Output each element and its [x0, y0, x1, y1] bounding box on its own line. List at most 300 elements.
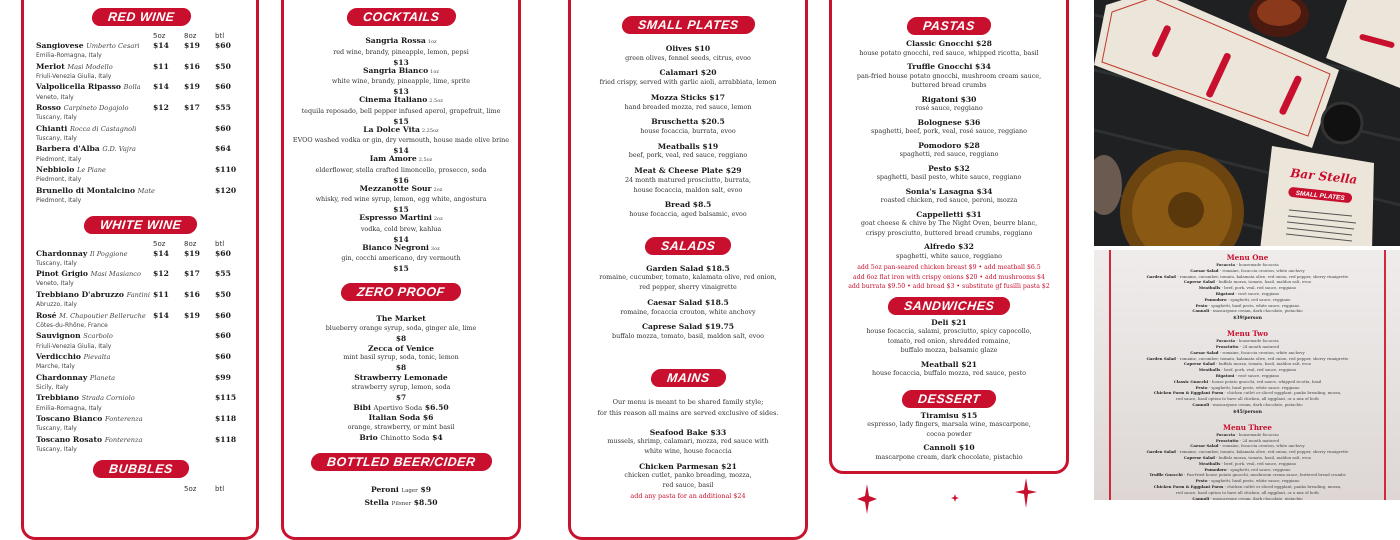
- course-name: Caesar Salad: [1190, 267, 1219, 273]
- wine-row: [36, 331, 246, 352]
- course-description: buffalo mozza, tomato, basil, maldon salt, evoo: [1218, 361, 1312, 367]
- wine-region: Emilia-Romagna, Italy: [36, 52, 102, 60]
- menu-item: [575, 462, 801, 491]
- wine-row: [36, 62, 246, 83]
- item-name: [575, 44, 801, 54]
- wine-name: Rosé: [36, 310, 57, 320]
- course-description: buffalo mozza, tomato, basil, maldon salt, evoo: [1218, 454, 1312, 460]
- item-name: [288, 373, 514, 383]
- wine-region: Piedmont, Italy: [36, 155, 82, 163]
- wine-name: Merlot: [36, 61, 65, 71]
- pastas-list: [836, 39, 1062, 261]
- wine-row: [36, 269, 246, 290]
- item-description: house focaccia, aged balsamic, evoo: [629, 209, 747, 218]
- item-description: buffalo mozza, tomato, basil, maldon salt, evoo: [612, 331, 764, 340]
- wine-price: $55: [215, 269, 231, 279]
- wine-price: [184, 186, 215, 196]
- menu-item: [288, 373, 514, 403]
- course-name: Garden Salad: [1146, 273, 1176, 279]
- course-name: Focaccia: [1216, 338, 1236, 344]
- item-description: EVOO washed vodka or gin, dry vermouth, house made olive brine: [292, 136, 510, 145]
- item-description: spaghetti, white sauce, reggiano: [896, 251, 1002, 260]
- wine-row: [36, 414, 246, 435]
- item-description: gin, cocchi americano, dry vermouth: [341, 254, 461, 263]
- menu-item: [836, 141, 1062, 160]
- wine-price: [153, 124, 184, 134]
- item-name: [288, 66, 514, 78]
- item-name: [288, 433, 514, 444]
- wine-prices: [153, 331, 246, 341]
- course-name: Truffle Gnocchi: [1149, 472, 1183, 478]
- wine-producer: Carpineto Dogajolo: [63, 104, 129, 113]
- wine-price: [153, 165, 184, 175]
- wine-name: Chardonnay: [36, 248, 88, 258]
- menu-item: [836, 210, 1062, 239]
- wine-price: $99: [215, 372, 231, 382]
- item-description: mascarpone cream, dark chocolate, pistachio: [875, 452, 1023, 461]
- wine-region: Côtes-du-Rhône, France: [36, 321, 108, 329]
- wine-producer: Masi Masianco: [90, 270, 141, 279]
- course-name: Chicken Parm & Eggplant Parm: [1153, 390, 1224, 396]
- wine-price: [153, 144, 184, 154]
- item-price: $13: [393, 57, 409, 67]
- menu-item: [288, 344, 514, 374]
- set-menu-line: Rigatoni - rosé sauce, reggiano: [1215, 290, 1280, 296]
- wine-price: $19: [184, 82, 200, 92]
- wine-row: [36, 103, 246, 124]
- menu-item: [836, 318, 1062, 356]
- wine-price: $11: [153, 289, 169, 299]
- course-description: 24 month matured: [1242, 437, 1280, 443]
- wine-name: Valpolicella Ripasso: [36, 82, 121, 92]
- wine-price: [153, 373, 184, 383]
- item-name-text: Brio: [359, 433, 378, 442]
- set-menu-line: Rigatoni - rosé sauce, reggiano: [1215, 372, 1280, 378]
- course-name: Cannoli: [1192, 401, 1210, 407]
- course-description: beef, pork, veal, red sauce, reggiano: [1224, 285, 1297, 291]
- course-description: buffalo mozza, tomato, basil, maldon salt, evoo: [1218, 279, 1312, 285]
- wine-row: [36, 41, 246, 62]
- wine-prices: [153, 290, 246, 300]
- wine-producer: Umberto Cesari: [86, 42, 140, 50]
- set-menu-line: Cannoli - mascarpone cream, dark chocolate, pistachio: [1192, 495, 1303, 500]
- item-name-text: Pesto $32: [928, 163, 970, 173]
- item-name: [836, 62, 1062, 72]
- item-detail: Pilsner: [391, 500, 412, 507]
- item-name-text: Espresso Martini: [359, 213, 432, 222]
- item-description: mussels, shrimp, calamari, mozza, red sauce with white wine, house focaccia: [607, 437, 769, 456]
- course-description: romaine, cucumber, tomato, kalamata olive, red onion, red pepper, sherry vinaigrette: [1179, 355, 1349, 361]
- item-name: [288, 403, 514, 414]
- wine-prices: [153, 144, 246, 154]
- set-menu-line: Caprese Salad - buffalo mozza, tomato, basil, maldon salt, evoo: [1183, 361, 1312, 367]
- wine-price: $60: [215, 351, 231, 361]
- course-name: Meatballs: [1198, 285, 1221, 291]
- wine-name: Trebbiano D'abruzzo: [36, 289, 124, 299]
- set-menus-card: [1094, 250, 1400, 500]
- wine-prices: [153, 41, 246, 51]
- item-name: [575, 264, 801, 274]
- wine-producer: Fonterenza: [104, 435, 143, 444]
- item-description: pan-fried house potato gnocchi, mushroom cream sauce, buttered bread crumbs: [856, 71, 1042, 89]
- wine-row: [36, 352, 246, 373]
- item-name-text: Bolognese $36: [917, 117, 981, 127]
- star-icon: [1015, 478, 1037, 508]
- set-menu-line: Meatballs - beef, pork, veal, red sauce, reggiano: [1198, 285, 1297, 291]
- item-price: $14: [393, 234, 409, 244]
- item-price: $16: [393, 175, 409, 185]
- wine-producer: G.D. Vajra: [102, 145, 136, 154]
- item-price: $14: [393, 146, 409, 156]
- item-price: $7: [395, 392, 407, 402]
- item-description: orange, strawberry, or mint basil: [347, 422, 455, 431]
- wine-price: $17: [184, 269, 200, 279]
- item-name-text: Bread $8.5: [664, 200, 712, 210]
- wine-name: Pinot Grigio: [36, 269, 88, 279]
- mains-note-line-1: Our menu is meant to be shared family style;: [612, 397, 764, 406]
- set-menu-line: Meatballs - beef, pork, veal, red sauce, reggiano: [1198, 460, 1297, 466]
- item-description: romaine, focaccia crouton, white anchovy: [620, 307, 756, 316]
- wine-name: Rosso: [36, 103, 61, 113]
- item-name-text: Sangria Rossa: [365, 36, 426, 45]
- zero-proof-header: ZERO PROOF: [340, 283, 462, 301]
- course-description: chicken cutlet or sliced eggplant, panko breading, mozza,: [1227, 390, 1342, 396]
- item-name: [836, 443, 1062, 453]
- item-price: $8: [395, 333, 407, 343]
- wine-region: Friuli-Venezia Giulia, Italy: [36, 342, 112, 350]
- item-name-text: Truffle Gnocchi $34: [907, 62, 991, 71]
- menu-item: [836, 118, 1062, 137]
- item-name-text: Caesar Salad $18.5: [647, 297, 729, 307]
- set-menu-line: Focaccia - housemade focaccia: [1216, 338, 1279, 344]
- item-name-text: Cinema Italiano: [359, 95, 428, 104]
- course-name: Meatballs: [1198, 367, 1221, 373]
- course-name: Focaccia: [1216, 431, 1236, 437]
- item-description: chicken cutlet, panko breading, mozza, red sauce, basil: [624, 471, 752, 490]
- pastas-header: PASTAS: [906, 17, 992, 35]
- item-description: romaine, cucumber, tomato, kalamata olive, red onion, red pepper, sherry vinaigrette: [599, 273, 777, 292]
- item-price: $15: [393, 264, 409, 274]
- col-8oz: 8oz: [184, 239, 197, 248]
- item-name: [836, 141, 1062, 151]
- item-description: espresso, lady fingers, marsala wine, mascarpone, cocoa powder: [867, 420, 1031, 438]
- wine-producer: Fantini: [126, 290, 151, 299]
- wine-price: [184, 352, 215, 362]
- menu-item: [575, 68, 801, 88]
- item-description: spaghetti, basil pesto, white sauce, reggiano: [876, 173, 1022, 181]
- cocktails-header: COCKTAILS: [346, 8, 456, 26]
- menu-item: [288, 413, 514, 433]
- wine-price: $19: [184, 41, 200, 50]
- menu-item: [575, 166, 801, 195]
- wine-price: [184, 435, 215, 445]
- wine-price: [184, 414, 215, 424]
- mains-addon: add any pasta for an additional $24: [630, 491, 746, 500]
- zero-proof-list: [288, 314, 514, 444]
- set-menu-line: Prosciutto - 24 month matured: [1215, 437, 1280, 443]
- cup-holder: [1322, 103, 1362, 143]
- wine-prices: [153, 124, 246, 134]
- item-description: blueberry orange syrup, soda, ginger ale, lime: [325, 323, 477, 332]
- wine-row: [36, 144, 246, 165]
- course-name: Focaccia: [1216, 262, 1236, 267]
- wine-price: $60: [215, 310, 231, 320]
- set-menu-line: Meatballs - beef, pork, veal, red sauce, reggiano: [1198, 367, 1297, 373]
- item-description: tequila reposado, bell pepper infused aperol, grapefruit, lime: [301, 106, 501, 115]
- wine-price: $16: [184, 289, 200, 299]
- wine-prices: [153, 186, 246, 196]
- item-description: goat cheese & chive by The Night Oven, beurre blanc, crispy prosciutto, buttered bread crumbs, reggiano: [860, 219, 1038, 237]
- item-description: house potato gnocchi, red sauce, whipped ricotta, basil: [859, 48, 1039, 57]
- wine-producer: Scarbolo: [83, 332, 113, 341]
- course-description: beef, pork, veal, red sauce, reggiano: [1224, 367, 1297, 373]
- course-name: Cannoli: [1192, 495, 1210, 500]
- set-menu-line: Prosciutto - 24 month matured: [1215, 343, 1280, 349]
- course-description: Pan-fried house potato gnocchi, mushroom cream sauce, buttered bread crumbs: [1186, 472, 1346, 478]
- course-description: rosé sauce, reggiano: [1238, 372, 1280, 378]
- item-name: [575, 166, 801, 176]
- item-name-text: Garden Salad $18.5: [646, 263, 730, 273]
- menu-item: [836, 411, 1062, 440]
- sandwiches-list: [836, 318, 1062, 379]
- wine-price: [153, 352, 184, 362]
- wine-region: Marche, Italy: [36, 363, 75, 371]
- white-wine-list: [36, 249, 246, 456]
- wine-row: [36, 165, 246, 186]
- wine-price: [184, 373, 215, 383]
- set-menus-content: [1111, 253, 1384, 500]
- item-name: [836, 39, 1062, 49]
- item-name: [575, 428, 801, 438]
- wine-price: $120: [215, 185, 237, 195]
- course-name: Pesto: [1195, 384, 1208, 390]
- menu-item: [836, 39, 1062, 58]
- wine-price: $11: [153, 61, 169, 71]
- wine-row: [36, 82, 246, 103]
- wine-producer: Il Poggione: [89, 249, 128, 258]
- item-description: house focaccia, buffalo mozza, red sauce, pesto: [872, 369, 1026, 377]
- item-description: whisky, red wine syrup, lemon, egg white, angostura: [315, 195, 487, 204]
- item-name-text: Zecca of Venice: [367, 343, 435, 353]
- beer-item: [288, 497, 514, 510]
- item-name: [575, 200, 801, 210]
- wine-price: $60: [215, 82, 231, 92]
- star-icon: [857, 484, 877, 514]
- wine-price: [153, 414, 184, 424]
- menu-item: [836, 360, 1062, 379]
- item-name: [836, 411, 1062, 421]
- item-name-text: Iam Amore: [369, 154, 417, 163]
- item-name-text: Tiramisu $15: [920, 410, 978, 420]
- item-name-text: Italian Soda: [368, 413, 421, 422]
- wine-price: $55: [215, 103, 231, 113]
- course-name: Prosciutto: [1215, 343, 1239, 349]
- item-name-text: Chicken Parmesan $21: [639, 461, 737, 471]
- wine-prices: [153, 393, 246, 403]
- wine-prices: [153, 62, 246, 72]
- course-name: Garden Salad: [1146, 355, 1176, 361]
- star-icon: [951, 494, 959, 502]
- beer-list: [288, 484, 514, 510]
- wine-name: Sangiovese: [36, 41, 84, 50]
- item-name-text: Cannoli $10: [923, 443, 975, 452]
- item-description: beef, pork, veal, red sauce, reggiano: [628, 151, 748, 160]
- salads-list: [575, 264, 801, 342]
- course-name: Rigatoni: [1215, 290, 1235, 296]
- course-description: red sauce, basil option to have all chicken, all eggplant, or a mix of both: [1176, 489, 1319, 495]
- salads-header: SALADS: [644, 237, 732, 255]
- set-menu-line: Caprese Salad - buffalo mozza, tomato, basil, maldon salt, evoo: [1183, 454, 1312, 460]
- wine-prices: [153, 311, 246, 321]
- white-wine-column-headers: [36, 240, 246, 249]
- item-price: $15: [393, 205, 409, 215]
- wine-producer: M. Chapoutier Belleruche: [59, 311, 146, 320]
- bubbles-column-headers: [36, 485, 246, 494]
- course-description: spaghetti, basil pesto, white sauce, reggiano: [1211, 302, 1300, 308]
- course-description: spaghetti, red sauce, reggiano: [1230, 466, 1291, 472]
- course-name: Caesar Salad: [1190, 443, 1219, 449]
- item-name-text: Olives $10: [665, 44, 711, 53]
- wine-row: [36, 435, 246, 456]
- wine-prices: [153, 373, 246, 383]
- menu-item: [575, 298, 801, 318]
- course-name: Cannoli: [1192, 308, 1210, 314]
- item-name-text: Calamari $20: [659, 68, 717, 78]
- course-description: beef, pork, veal, red sauce, reggiano: [1224, 460, 1297, 466]
- menu-item: [575, 322, 801, 342]
- item-name-text: Bruschetta $20.5: [651, 117, 725, 127]
- col-5oz: 5oz: [153, 239, 166, 248]
- item-name: [836, 95, 1062, 105]
- wine-prices: [153, 269, 246, 279]
- item-description: fried crispy, served with garlic aioli, arrabbiata, lemon: [599, 78, 777, 87]
- menu-item: [288, 243, 514, 273]
- course-description: romaine, focaccia crouton, white anchovy: [1222, 443, 1305, 449]
- wine-price: [153, 393, 184, 403]
- item-name-text: Meat & Cheese Plate $29: [634, 165, 742, 175]
- course-name: Rigatoni: [1215, 372, 1235, 378]
- wine-row: [36, 124, 246, 145]
- pasta-menu-panel: [829, 0, 1069, 474]
- wine-price: $19: [184, 310, 200, 320]
- wine-region: Veneto, Italy: [36, 280, 74, 288]
- wine-price: [184, 144, 215, 154]
- item-name: [575, 93, 801, 103]
- wine-price: $50: [215, 61, 231, 71]
- item-name: [836, 318, 1062, 328]
- course-name: Chicken Parm & Eggplant Parm: [1153, 483, 1224, 489]
- menu-item: [575, 142, 801, 162]
- item-size: 2.5oz: [418, 157, 433, 163]
- wine-price: $14: [153, 82, 169, 92]
- course-description: mascarpone cream, dark chocolate, pistachio: [1212, 495, 1303, 500]
- course-description: spaghetti, basil pesto, white sauce, reggiano: [1211, 478, 1300, 484]
- item-name: [836, 118, 1062, 128]
- set-menu-title: Menu One: [1226, 253, 1269, 262]
- course-name: Caesar Salad: [1190, 349, 1219, 355]
- set-menu-line: Garden Salad - romaine, cucumber, tomato, kalamata olive, red onion, red pepper, sherry vinaigrette: [1146, 273, 1349, 279]
- wine-price: $118: [215, 414, 237, 423]
- menu-item: [288, 66, 514, 96]
- wine-price: [153, 186, 184, 196]
- item-name-text: Peroni: [370, 484, 399, 494]
- wine-prices: [153, 352, 246, 362]
- wine-prices: [153, 414, 246, 424]
- item-name: [288, 36, 514, 48]
- wine-price: $110: [215, 165, 237, 175]
- item-name: [288, 413, 514, 423]
- item-price: $8.50: [413, 497, 438, 507]
- wine-price: [153, 331, 184, 341]
- red-wine-list: [36, 41, 246, 207]
- item-price: $13: [393, 87, 409, 97]
- item-description: red wine, brandy, pineapple, lemon, pepsi: [333, 47, 469, 56]
- item-name-text: Sonia's Lasagna $34: [905, 186, 993, 196]
- wine-producer: Bolla: [123, 83, 141, 92]
- item-description: rosé sauce, reggiano: [915, 104, 983, 112]
- item-name-text: Mozza Sticks $17: [650, 92, 726, 102]
- item-name-text: Cappelletti $31: [916, 209, 982, 219]
- set-menu-line: Focaccia - housemade focaccia: [1216, 431, 1279, 437]
- wine-producer: Pievalta: [83, 352, 111, 361]
- item-size: 3oz: [430, 245, 440, 252]
- item-description: vodka, cold brew, kahlua: [360, 224, 442, 233]
- wine-price: $19: [184, 248, 200, 258]
- course-name: Caprese Salad: [1183, 361, 1215, 367]
- item-name: [836, 164, 1062, 174]
- menu-item: [288, 36, 514, 66]
- item-name: [836, 242, 1062, 252]
- wine-row: [36, 393, 246, 414]
- item-name: [575, 117, 801, 127]
- menu-item: [288, 433, 514, 444]
- menu-item: [288, 125, 514, 155]
- item-price: $6: [422, 413, 434, 422]
- course-name: Meatballs: [1198, 460, 1221, 466]
- item-detail: Lager: [401, 487, 418, 494]
- photo-small-plates-header: Small Plates: [1295, 189, 1345, 203]
- item-name-text: Stella: [364, 497, 389, 507]
- menu-item: [575, 93, 801, 113]
- set-menu-line: Garden Salad - romaine, cucumber, tomato, kalamata olive, red onion, red pepper, sherry vinaigrette: [1146, 355, 1349, 361]
- beer-item: [288, 484, 514, 497]
- wine-producer: Strada Corniolo: [81, 394, 135, 403]
- wine-region: Tuscany, Italy: [36, 135, 77, 143]
- item-name: [575, 298, 801, 308]
- course-description: romaine, cucumber, tomato, kalamata olive, red onion, red pepper, sherry vinaigrette: [1179, 273, 1349, 279]
- item-price: $4: [432, 433, 443, 442]
- wine-region: Piedmont, Italy: [36, 197, 82, 205]
- wine-region: Tuscany, Italy: [36, 445, 77, 453]
- item-name: [575, 142, 801, 152]
- stella-logo-card: Bar Stella: [1289, 165, 1358, 187]
- wine-region: Tuscany, Italy: [36, 259, 77, 267]
- item-name-text: Bibi: [353, 402, 371, 412]
- item-detail: Chinotto Soda: [380, 434, 430, 442]
- set-menu-line: Pesto - spaghetti, basil pesto, white sauce, reggiano: [1195, 302, 1300, 308]
- menu-item: [836, 95, 1062, 114]
- wine-prices: [153, 165, 246, 175]
- item-name-text: Classic Gnocchi $28: [906, 39, 992, 48]
- wine-name: Verdicchio: [36, 351, 81, 361]
- item-name: [836, 360, 1062, 370]
- item-name-text: The Market: [376, 314, 426, 323]
- mains-note-line-2: for this reason all mains are served exclusive of sides.: [597, 408, 779, 417]
- pasta-addon-2: add 6oz flat iron with crispy onions $20 • add mushrooms $4: [853, 273, 1045, 281]
- wine-price: $17: [184, 103, 200, 113]
- dessert-header: DESSERT: [901, 390, 997, 408]
- item-name: [288, 243, 514, 255]
